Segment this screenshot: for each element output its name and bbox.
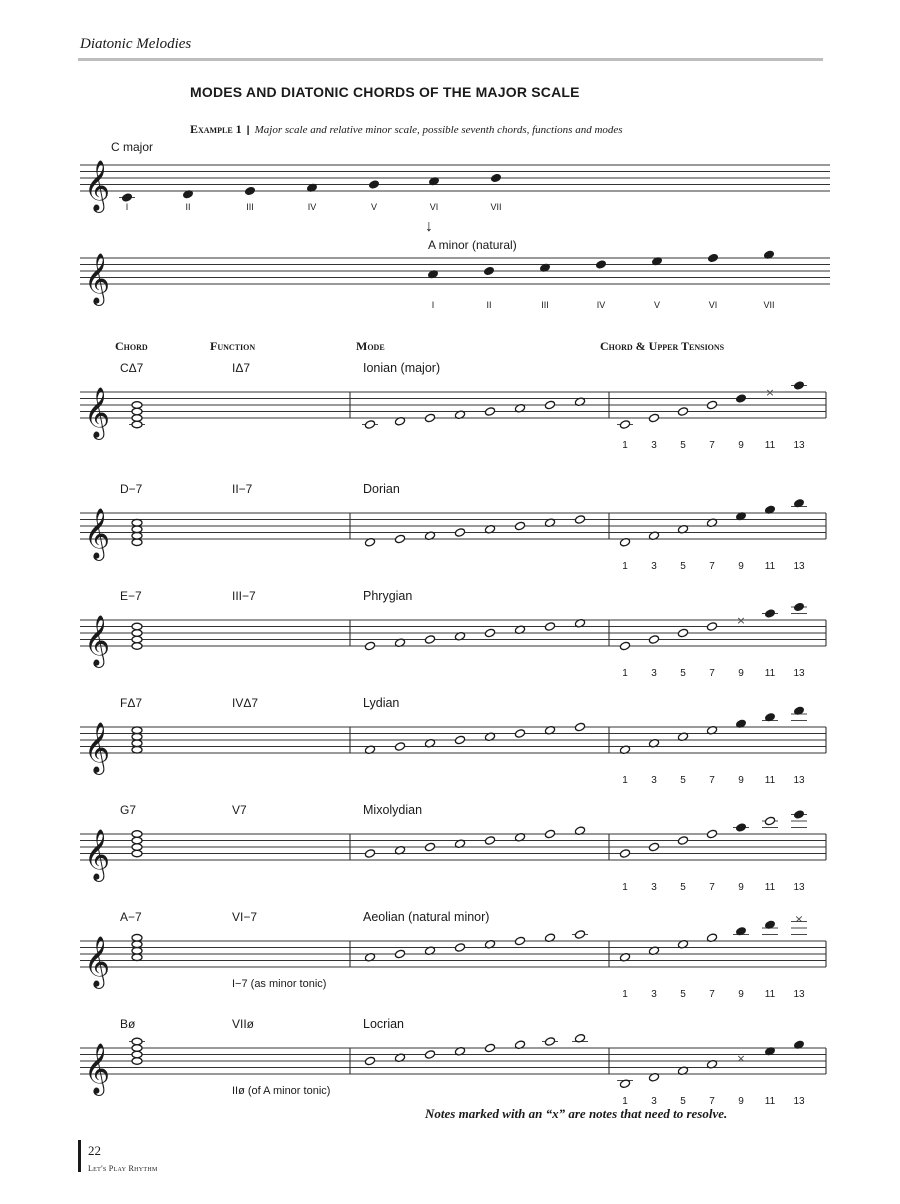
whole-note [424, 413, 435, 423]
chord-note [132, 415, 142, 422]
whole-note [677, 836, 688, 846]
filled-note [764, 609, 775, 619]
tension-number: 11 [764, 668, 776, 679]
chord-note [132, 421, 142, 428]
column-head-chord: Chord [115, 339, 148, 353]
chord-note [132, 532, 142, 539]
chord-note [132, 947, 142, 954]
tension-number: 13 [793, 775, 805, 786]
whole-note [484, 1043, 495, 1053]
tension-number: 11 [764, 882, 776, 893]
minor-degree-label: II [486, 300, 492, 310]
column-head-tensions: Chord & Upper Tensions [600, 339, 725, 353]
whole-note [454, 943, 465, 953]
whole-note [574, 515, 585, 525]
filled-note [595, 260, 606, 270]
minor-degree-label: VII [763, 300, 775, 310]
minor-degree-label: I [431, 300, 435, 310]
whole-note [619, 420, 630, 430]
function-note: IIø (of A minor tonic) [232, 1085, 331, 1097]
tension-number: 1 [622, 989, 628, 1000]
tension-number: 3 [651, 775, 657, 786]
chord-note [132, 740, 142, 747]
chord-note [132, 850, 142, 857]
major-degree-label: I [125, 202, 129, 212]
chord-note [132, 1051, 142, 1058]
major-degree-label: VI [429, 202, 439, 212]
major-degree-label: IV [307, 202, 317, 212]
chord-note [132, 831, 142, 838]
chord-symbol: FΔ7 [120, 696, 143, 710]
major-degree-label: VII [490, 202, 502, 212]
tension-number: 1 [622, 561, 628, 572]
whole-note [364, 641, 375, 651]
chord-note [132, 408, 142, 415]
tension-number: 3 [651, 561, 657, 572]
page-number: 22 [88, 1143, 101, 1158]
book-title: Let's Play Rhythm [88, 1164, 158, 1173]
treble-clef-icon: 𝄞 [84, 508, 111, 559]
treble-clef-icon: 𝄞 [84, 722, 111, 773]
roman-function: VI−7 [232, 910, 258, 924]
tension-number: 5 [680, 775, 686, 786]
whole-note [648, 413, 659, 423]
running-header: Diatonic Melodies [80, 36, 192, 52]
tension-number: 9 [738, 561, 744, 572]
whole-note [648, 842, 659, 852]
major-degree-label: III [246, 202, 254, 212]
whole-note [706, 400, 717, 410]
whole-note [706, 829, 717, 839]
whole-note [544, 829, 555, 839]
tension-number: 5 [680, 989, 686, 1000]
whole-note [619, 849, 630, 859]
whole-note [619, 641, 630, 651]
chord-symbol: G7 [120, 803, 137, 817]
whole-note [677, 628, 688, 638]
chord-note [132, 526, 142, 533]
minor-degree-label: V [653, 300, 661, 310]
whole-note [454, 528, 465, 538]
filled-note [368, 180, 379, 190]
chord-note [132, 844, 142, 851]
avoid-note-x: × [736, 1051, 746, 1065]
chord-note [132, 733, 142, 740]
whole-note [544, 1037, 555, 1047]
filled-note [490, 173, 501, 183]
tension-number: 1 [622, 668, 628, 679]
filled-note [121, 193, 132, 203]
filled-note [483, 266, 494, 276]
tension-number: 5 [680, 561, 686, 572]
tension-number: 7 [709, 989, 715, 1000]
treble-clef-icon: 𝄞 [84, 829, 111, 880]
chord-symbol: CΔ7 [120, 361, 144, 375]
whole-note [424, 842, 435, 852]
whole-note [484, 836, 495, 846]
tension-number: 9 [738, 989, 744, 1000]
filled-note [793, 602, 804, 612]
filled-note [244, 186, 255, 196]
roman-function: II−7 [232, 482, 253, 496]
down-arrow-icon: ↓ [425, 218, 433, 235]
tension-number: 1 [622, 1096, 628, 1107]
chord-symbol: Bø [120, 1017, 136, 1031]
tension-number: 7 [709, 775, 715, 786]
chord-note [132, 402, 142, 409]
chord-note [132, 941, 142, 948]
whole-note [544, 622, 555, 632]
whole-note [677, 407, 688, 417]
whole-note [424, 635, 435, 645]
chord-symbol: E−7 [120, 589, 142, 603]
filled-note [735, 394, 746, 404]
tension-number: 3 [651, 440, 657, 451]
column-head-function: Function [210, 339, 256, 353]
tension-number: 5 [680, 882, 686, 893]
whole-note [514, 521, 525, 531]
major-scale-label: C major [111, 140, 154, 154]
tension-number: 9 [738, 882, 744, 893]
chord-note [132, 643, 142, 650]
example-separator: | [246, 124, 250, 136]
tension-number: 5 [680, 440, 686, 451]
major-degree-label: V [370, 202, 378, 212]
treble-clef-icon: 𝄞 [84, 387, 111, 438]
roman-function: III−7 [232, 589, 256, 603]
mode-name: Lydian [363, 696, 400, 710]
mode-name: Dorian [363, 482, 400, 496]
whole-note [424, 1050, 435, 1060]
tension-number: 9 [738, 440, 744, 451]
whole-note [364, 1056, 375, 1066]
filled-note [707, 253, 718, 263]
avoid-note-x: × [794, 912, 804, 926]
tension-number: 13 [793, 1096, 805, 1107]
tension-number: 7 [709, 668, 715, 679]
chord-note [132, 630, 142, 637]
whole-note [484, 407, 495, 417]
filled-note [793, 381, 804, 391]
tension-number: 7 [709, 440, 715, 451]
whole-note [394, 742, 405, 752]
treble-clef-icon: 𝄞 [84, 936, 111, 987]
filled-note [793, 810, 804, 820]
whole-note [574, 930, 585, 940]
minor-degree-label: IV [596, 300, 606, 310]
minor-degree-label: III [541, 300, 549, 310]
chord-note [132, 519, 142, 526]
tension-number: 9 [738, 668, 744, 679]
tension-number: 7 [709, 882, 715, 893]
chord-symbol: A−7 [120, 910, 142, 924]
tension-number: 11 [764, 561, 776, 572]
treble-clef-icon: 𝄞 [84, 1043, 111, 1094]
chord-note [132, 727, 142, 734]
tension-number: 3 [651, 1096, 657, 1107]
major-degree-label: II [185, 202, 191, 212]
whole-note [364, 420, 375, 430]
tension-number: 3 [651, 882, 657, 893]
avoid-note-x: × [765, 386, 775, 399]
chord-note [132, 1038, 142, 1045]
treble-clef-icon: 𝄞 [84, 615, 111, 666]
tension-number: 3 [651, 668, 657, 679]
chord-note [132, 837, 142, 844]
whole-note [484, 628, 495, 638]
treble-clef-icon: 𝄞 [84, 253, 111, 304]
tension-number: 13 [793, 440, 805, 451]
chord-note [132, 539, 142, 546]
whole-note [454, 735, 465, 745]
tension-number: 7 [709, 561, 715, 572]
chord-note [132, 954, 142, 961]
section-title: MODES AND DIATONIC CHORDS OF THE MAJOR SCALE [190, 84, 580, 100]
mode-name: Ionian (major) [363, 361, 441, 375]
tension-number: 5 [680, 668, 686, 679]
tension-number: 13 [793, 668, 805, 679]
tension-number: 1 [622, 882, 628, 893]
chord-note [132, 934, 142, 941]
whole-note [706, 622, 717, 632]
tension-number: 3 [651, 989, 657, 1000]
whole-note [544, 400, 555, 410]
tension-number: 1 [622, 775, 628, 786]
tension-number: 11 [764, 1096, 776, 1107]
whole-note [514, 729, 525, 739]
function-note: I−7 (as minor tonic) [232, 978, 327, 990]
tension-number: 9 [738, 775, 744, 786]
tension-number: 11 [764, 775, 776, 786]
column-head-mode: Mode [356, 339, 385, 353]
tension-number: 5 [680, 1096, 686, 1107]
tension-number: 7 [709, 1096, 715, 1107]
tension-number: 13 [793, 882, 805, 893]
whole-note [394, 534, 405, 544]
tension-number: 11 [764, 989, 776, 1000]
roman-function: IΔ7 [232, 361, 251, 375]
example-description: Major scale and relative minor scale, possible seventh chords, functions and modes [254, 124, 623, 136]
whole-note [764, 816, 775, 826]
tension-number: 1 [622, 440, 628, 451]
chord-note [132, 1058, 142, 1065]
whole-note [394, 949, 405, 959]
whole-note [648, 635, 659, 645]
chord-symbol: D−7 [120, 482, 143, 496]
whole-note [574, 722, 585, 732]
tension-number: 11 [764, 440, 776, 451]
tension-number: 13 [793, 989, 805, 1000]
mode-name: Locrian [363, 1017, 404, 1031]
roman-function: VIIø [232, 1017, 255, 1031]
minor-scale-label: A minor (natural) [428, 238, 517, 252]
whole-note [364, 849, 375, 859]
example-label: Example 1 [190, 122, 242, 136]
mode-name: Aeolian (natural minor) [363, 910, 490, 924]
roman-function: IVΔ7 [232, 696, 259, 710]
minor-degree-label: VI [708, 300, 718, 310]
filled-note [735, 823, 746, 833]
chord-note [132, 1045, 142, 1052]
mode-name: Phrygian [363, 589, 413, 603]
tension-number: 13 [793, 561, 805, 572]
chord-note [132, 623, 142, 630]
chord-note [132, 746, 142, 753]
whole-note [514, 936, 525, 946]
avoid-note-x: × [736, 614, 746, 627]
treble-clef-icon: 𝄞 [84, 160, 111, 211]
mode-name: Mixolydian [363, 803, 423, 817]
footnote: Notes marked with an “x” are notes that need to resolve. [425, 1106, 728, 1121]
chord-note [132, 636, 142, 643]
roman-function: V7 [232, 803, 247, 817]
tension-number: 9 [738, 1096, 744, 1107]
